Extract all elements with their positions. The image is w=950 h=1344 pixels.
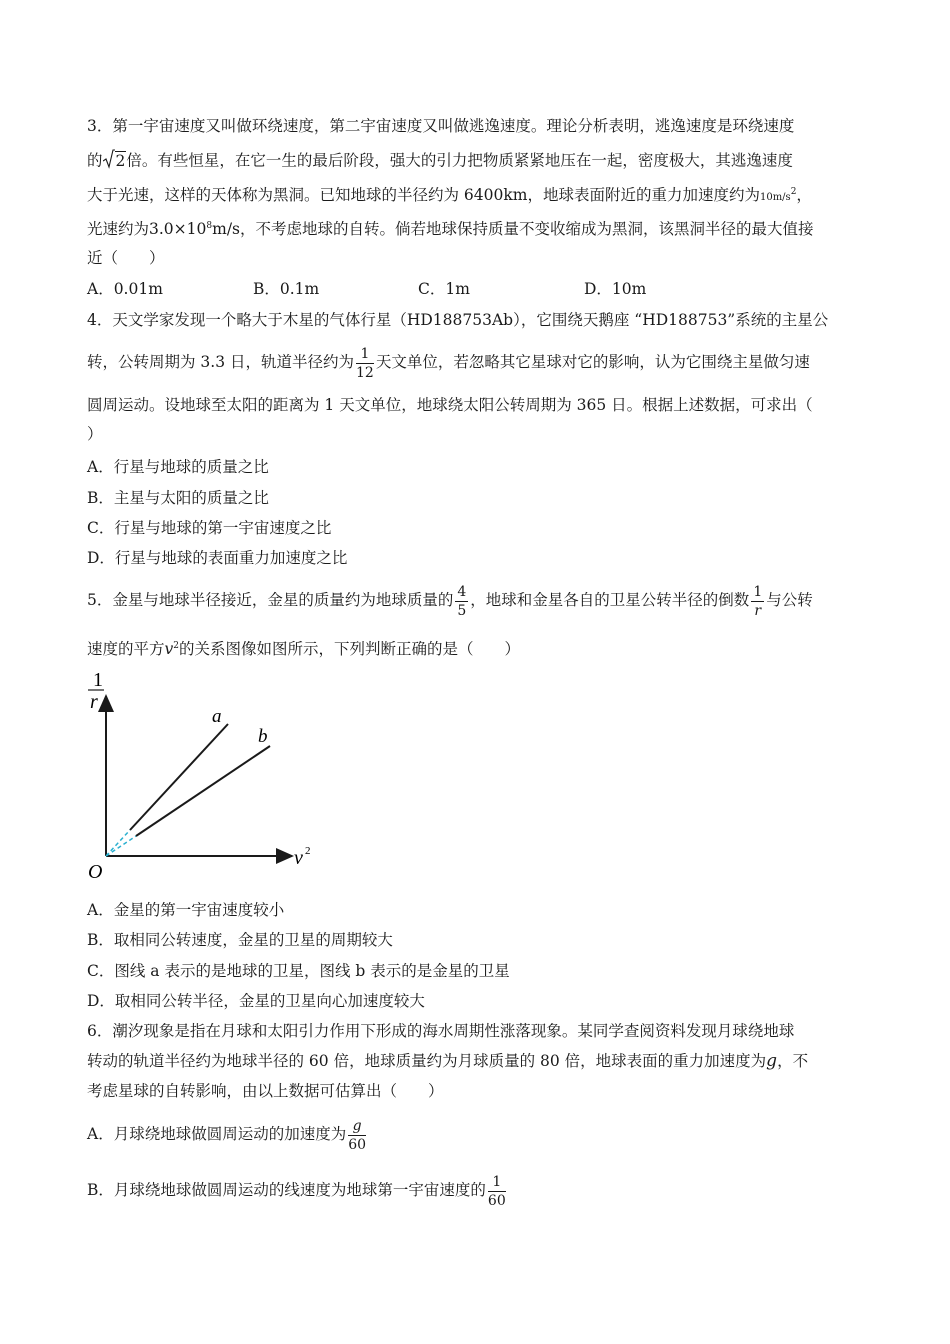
- q3-line3-a: 大于光速，这样的天体称为黑洞。已知地球的半径约为 6400km，地球表面附近的重力加速度约为: [87, 186, 760, 205]
- q6-option-a[interactable]: [87, 1114, 368, 1154]
- sqrt-value: 2: [115, 151, 126, 170]
- line-b: [136, 746, 270, 836]
- frac-den: 12: [356, 364, 374, 381]
- q3-line3: [87, 182, 812, 208]
- q4-line2-a: 转，公转周期为 3.3 日，轨道半径约为: [87, 353, 355, 371]
- q5-line1: [87, 583, 813, 618]
- q5-option-c[interactable]: C．图线 a 表示的是地球的卫星，图线 b 表示的是金星的卫星: [87, 962, 510, 980]
- y-label-num: 1: [93, 669, 103, 691]
- fraction-1-12: [356, 347, 374, 380]
- q3-line3-b: ，: [796, 186, 812, 205]
- q3-line1: 3．第一宇宙速度又叫做环绕速度，第二宇宙速度又叫做逃逸速度。理论分析表明，逃逸速度是环绕速度: [87, 117, 795, 135]
- q6-line3: 考虑星球的自转影响，由以上数据可估算出（ ）: [87, 1082, 444, 1100]
- q4-line2-b: 天文单位，若忽略其它星球对它的影响，认为它围绕主星做匀速: [375, 353, 810, 371]
- frac-den: 60: [487, 1192, 506, 1209]
- q5-line1-c: 与公转: [766, 591, 813, 609]
- line-a-label: a: [212, 706, 222, 727]
- y-label-den: r: [90, 691, 98, 713]
- g-exp: 2: [790, 187, 797, 197]
- fraction-1-r: [751, 585, 764, 618]
- q5-line2-b: 的关系图像如图所示，下列判断正确的是（ ）: [179, 640, 521, 659]
- v-exp: 2: [173, 641, 180, 651]
- q3-line2-b: 倍。有些恒星，在它一生的最后阶段，强大的引力把物质紧紧地压在一起，密度极大，其逃逸速度: [126, 151, 793, 170]
- frac-num: 1: [753, 583, 763, 600]
- q4-line2: [87, 345, 810, 380]
- q4-line4: ）: [87, 425, 103, 443]
- q4-option-a[interactable]: A．行星与地球的质量之比: [87, 458, 269, 476]
- q6-line2-a: 转动的轨道半径约为地球半径的 60 倍，地球质量约为月球质量的 80 倍，地球表面的重力加速度为: [87, 1052, 767, 1070]
- q3-option-b[interactable]: B．0.1m: [253, 280, 320, 298]
- q6-option-a-text: A．月球绕地球做圆周运动的加速度为: [87, 1125, 347, 1143]
- fraction-g-60: [348, 1119, 366, 1152]
- frac-num: g: [348, 1119, 366, 1136]
- q3-line4: [87, 216, 814, 239]
- q3-option-a[interactable]: A．0.01m: [87, 280, 163, 298]
- g-symbol: g: [766, 1051, 778, 1071]
- frac-num: 4: [457, 583, 467, 600]
- origin-label: O: [88, 861, 103, 883]
- c-exp: 8: [206, 221, 213, 231]
- q5-line2: [87, 636, 520, 659]
- q5-line1-b: ，地球和金星各自的卫星公转半径的倒数: [470, 591, 750, 609]
- q5-option-b[interactable]: B．取相同公转速度，金星的卫星的周期较大: [87, 931, 393, 949]
- x-label: v: [294, 847, 303, 869]
- sqrt-symbol: [103, 149, 115, 174]
- q3-line4-b: ，不考虑地球的自转。倘若地球保持质量不变收缩成为黑洞，该黑洞半径的最大值接: [240, 220, 814, 239]
- frac-num: 1: [488, 1175, 506, 1192]
- g-value: 10m/s: [759, 192, 791, 204]
- q4-option-b[interactable]: B．主星与太阳的质量之比: [87, 489, 269, 507]
- q4-line1: 4．天文学家发现一个略大于木星的气体行星（HD188753Ab），它围绕天鹅座 “HD188753”系统的主星公: [87, 311, 829, 329]
- q6-line2-b: ，不: [777, 1052, 809, 1070]
- fraction-1-60: [488, 1175, 506, 1208]
- fraction-4-5: [455, 585, 468, 618]
- graph-1-over-r-vs-v2: [80, 668, 320, 886]
- q3-option-c[interactable]: C．1m: [418, 280, 470, 298]
- frac-den: 5: [457, 602, 467, 619]
- q4-line3: 圆周运动。设地球至太阳的距离为 1 天文单位，地球绕太阳公转周期为 365 日。根据上述数据，可求出（: [87, 396, 813, 414]
- x-label-exp: 2: [305, 845, 311, 857]
- c-unit: m/s: [212, 220, 240, 239]
- q5-line1-a: 5．金星与地球半径接近，金星的质量约为地球质量的: [87, 591, 454, 609]
- v-symbol: v: [164, 640, 174, 659]
- q4-option-c[interactable]: C．行星与地球的第一宇宙速度之比: [87, 519, 332, 537]
- q3-line5: 近（ ）: [87, 249, 165, 267]
- c-value: 3.0: [149, 220, 174, 239]
- q6-line1: 6．潮汐现象是指在月球和太阳引力作用下形成的海水周期性涨落现象。某同学查阅资料发现月球绕地球: [87, 1022, 795, 1040]
- frac-den: r: [754, 602, 762, 619]
- q3-line2: [87, 149, 793, 174]
- c-times: ×10: [173, 220, 207, 239]
- q5-option-a[interactable]: A．金星的第一宇宙速度较小: [87, 901, 285, 919]
- q5-option-d[interactable]: D．取相同公转半径，金星的卫星向心加速度较大: [87, 992, 425, 1010]
- q3-line4-a: 光速约为: [87, 220, 150, 239]
- q6-option-b-text: B．月球绕地球做圆周运动的线速度为地球第一宇宙速度的: [87, 1181, 486, 1199]
- q4-option-d[interactable]: D．行星与地球的表面重力加速度之比: [87, 549, 348, 567]
- frac-num: 1: [356, 347, 374, 364]
- q6-option-b[interactable]: [87, 1170, 508, 1210]
- q3-line2-a: 的: [87, 151, 103, 170]
- q3-option-d[interactable]: D．10m: [584, 280, 647, 298]
- q5-line2-a: 速度的平方: [87, 640, 165, 659]
- line-a: [130, 724, 228, 830]
- line-b-label: b: [258, 726, 268, 747]
- q6-line2: [87, 1051, 808, 1071]
- frac-den: 60: [348, 1136, 367, 1153]
